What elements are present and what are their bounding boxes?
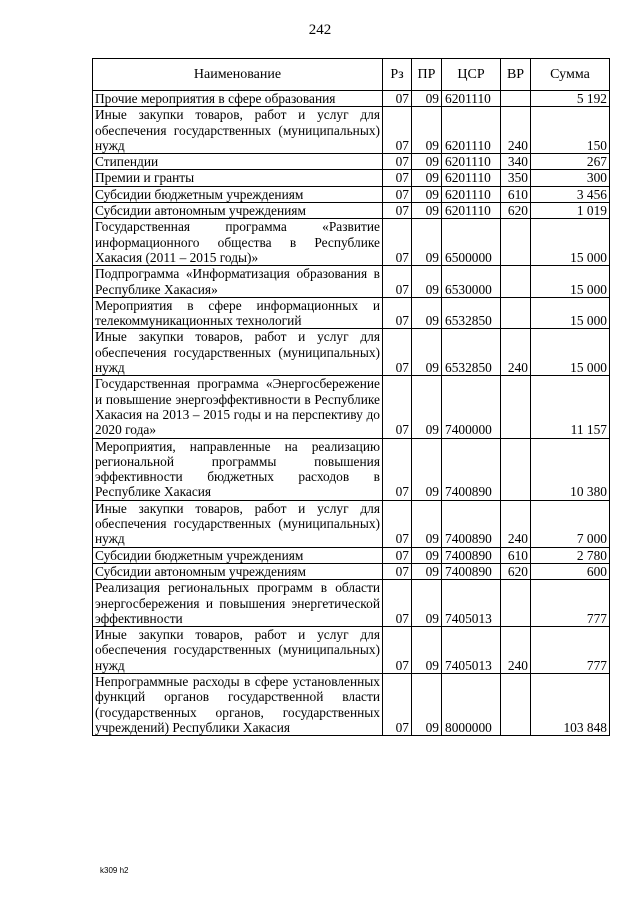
cell-vr xyxy=(501,673,531,735)
cell-vr: 240 xyxy=(501,627,531,674)
cell-sum: 10 380 xyxy=(531,438,610,500)
cell-sum: 15 000 xyxy=(531,266,610,298)
cell-vr xyxy=(501,376,531,438)
cell-sum: 103 848 xyxy=(531,673,610,735)
table-row xyxy=(93,547,610,563)
cell-vr: 620 xyxy=(501,203,531,219)
cell-vr: 610 xyxy=(501,547,531,563)
header-name: Наименование xyxy=(93,59,383,91)
cell-sum: 2 780 xyxy=(531,547,610,563)
cell-csr: 7400890 xyxy=(442,563,501,579)
cell-name: Непрограммные расходы в сфере установленных функций органов государственной власти (государственных органов, государственных учреждений) Республики Хакасия xyxy=(93,673,383,735)
cell-pr: 09 xyxy=(412,500,442,547)
cell-name: Премии и гранты xyxy=(93,170,383,186)
cell-sum: 15 000 xyxy=(531,219,610,266)
cell-vr: 240 xyxy=(501,329,531,376)
cell-vr: 350 xyxy=(501,170,531,186)
cell-csr: 7405013 xyxy=(442,580,501,627)
cell-rz: 07 xyxy=(383,170,412,186)
cell-sum: 777 xyxy=(531,627,610,674)
table-row xyxy=(93,673,610,735)
cell-vr xyxy=(501,219,531,266)
cell-csr: 6532850 xyxy=(442,297,501,329)
cell-name: Мероприятия в сфере информационных и телекоммуникационных технологий xyxy=(93,297,383,329)
cell-vr xyxy=(501,297,531,329)
cell-pr: 09 xyxy=(412,563,442,579)
cell-rz: 07 xyxy=(383,376,412,438)
cell-vr xyxy=(501,438,531,500)
cell-sum: 11 157 xyxy=(531,376,610,438)
cell-name: Иные закупки товаров, работ и услуг для обеспечения государственных (муниципальных) нужд xyxy=(93,500,383,547)
cell-sum: 5 192 xyxy=(531,91,610,107)
cell-name: Иные закупки товаров, работ и услуг для обеспечения государственных (муниципальных) нужд xyxy=(93,107,383,154)
cell-sum: 267 xyxy=(531,154,610,170)
cell-rz: 07 xyxy=(383,563,412,579)
cell-rz: 07 xyxy=(383,329,412,376)
cell-name: Государственная программа «Развитие информационного общества в Республике Хакасия (2011 – 2015 годы)» xyxy=(93,219,383,266)
cell-rz: 07 xyxy=(383,154,412,170)
cell-rz: 07 xyxy=(383,266,412,298)
header-pr: ПР xyxy=(412,59,442,91)
cell-csr: 7400000 xyxy=(442,376,501,438)
table-row xyxy=(93,203,610,219)
cell-rz: 07 xyxy=(383,297,412,329)
cell-name: Субсидии автономным учреждениям xyxy=(93,203,383,219)
cell-vr xyxy=(501,91,531,107)
cell-name: Мероприятия, направленные на реализацию региональной программы повышения эффективности бюджетных расходов в Республике Хакасия xyxy=(93,438,383,500)
cell-sum: 3 456 xyxy=(531,186,610,202)
table-row xyxy=(93,438,610,500)
cell-sum: 150 xyxy=(531,107,610,154)
cell-rz: 07 xyxy=(383,186,412,202)
cell-rz: 07 xyxy=(383,500,412,547)
cell-pr: 09 xyxy=(412,203,442,219)
footer-code: k309 h2 xyxy=(100,866,129,875)
cell-csr: 6201110 xyxy=(442,91,501,107)
cell-name: Субсидии бюджетным учреждениям xyxy=(93,186,383,202)
cell-name: Иные закупки товаров, работ и услуг для обеспечения государственных (муниципальных) нужд xyxy=(93,329,383,376)
cell-rz: 07 xyxy=(383,203,412,219)
cell-name: Государственная программа «Энергосбережение и повышение энергоэффективности в Республике Хакасия на 2013 – 2015 годы и на перспективу до 2020 года» xyxy=(93,376,383,438)
table-row xyxy=(93,91,610,107)
cell-rz: 07 xyxy=(383,219,412,266)
cell-vr: 340 xyxy=(501,154,531,170)
cell-rz: 07 xyxy=(383,438,412,500)
cell-name: Реализация региональных программ в области энергосбережения и повышения энергетической эффективности xyxy=(93,580,383,627)
table-row xyxy=(93,219,610,266)
cell-csr: 6530000 xyxy=(442,266,501,298)
cell-csr: 6201110 xyxy=(442,107,501,154)
cell-rz: 07 xyxy=(383,673,412,735)
budget-table xyxy=(92,58,610,736)
cell-sum: 7 000 xyxy=(531,500,610,547)
table-row xyxy=(93,500,610,547)
cell-pr: 09 xyxy=(412,627,442,674)
cell-pr: 09 xyxy=(412,376,442,438)
cell-pr: 09 xyxy=(412,219,442,266)
cell-rz: 07 xyxy=(383,580,412,627)
cell-rz: 07 xyxy=(383,91,412,107)
cell-name: Субсидии автономным учреждениям xyxy=(93,563,383,579)
cell-pr: 09 xyxy=(412,673,442,735)
table-row xyxy=(93,329,610,376)
table-row xyxy=(93,580,610,627)
cell-pr: 09 xyxy=(412,297,442,329)
cell-csr: 7405013 xyxy=(442,627,501,674)
cell-pr: 09 xyxy=(412,547,442,563)
cell-csr: 6201110 xyxy=(442,170,501,186)
page-number: 242 xyxy=(308,22,332,38)
cell-name: Стипендии xyxy=(93,154,383,170)
cell-csr: 7400890 xyxy=(442,547,501,563)
cell-pr: 09 xyxy=(412,91,442,107)
table-header-row xyxy=(93,59,610,91)
cell-pr: 09 xyxy=(412,266,442,298)
cell-rz: 07 xyxy=(383,107,412,154)
cell-sum: 600 xyxy=(531,563,610,579)
cell-vr: 610 xyxy=(501,186,531,202)
table-row xyxy=(93,376,610,438)
cell-csr: 8000000 xyxy=(442,673,501,735)
cell-vr: 240 xyxy=(501,107,531,154)
cell-name: Субсидии бюджетным учреждениям xyxy=(93,547,383,563)
cell-pr: 09 xyxy=(412,170,442,186)
table-row xyxy=(93,627,610,674)
cell-name: Иные закупки товаров, работ и услуг для обеспечения государственных (муниципальных) нужд xyxy=(93,627,383,674)
table-row xyxy=(93,186,610,202)
cell-pr: 09 xyxy=(412,329,442,376)
header-csr: ЦСР xyxy=(442,59,501,91)
cell-pr: 09 xyxy=(412,107,442,154)
cell-csr: 7400890 xyxy=(442,500,501,547)
cell-vr xyxy=(501,266,531,298)
cell-vr xyxy=(501,580,531,627)
cell-pr: 09 xyxy=(412,186,442,202)
table-row xyxy=(93,563,610,579)
cell-sum: 300 xyxy=(531,170,610,186)
cell-sum: 15 000 xyxy=(531,297,610,329)
cell-csr: 6201110 xyxy=(442,154,501,170)
cell-sum: 15 000 xyxy=(531,329,610,376)
cell-csr: 6500000 xyxy=(442,219,501,266)
table-row xyxy=(93,297,610,329)
cell-pr: 09 xyxy=(412,154,442,170)
cell-name: Подпрограмма «Информатизация образования в Республике Хакасия» xyxy=(93,266,383,298)
table-row xyxy=(93,154,610,170)
cell-csr: 6532850 xyxy=(442,329,501,376)
cell-vr: 620 xyxy=(501,563,531,579)
header-sum: Сумма xyxy=(531,59,610,91)
cell-pr: 09 xyxy=(412,580,442,627)
header-vr: ВР xyxy=(501,59,531,91)
header-rz: Рз xyxy=(383,59,412,91)
cell-csr: 6201110 xyxy=(442,203,501,219)
cell-sum: 1 019 xyxy=(531,203,610,219)
table-row xyxy=(93,170,610,186)
cell-vr: 240 xyxy=(501,500,531,547)
cell-rz: 07 xyxy=(383,547,412,563)
table-row xyxy=(93,266,610,298)
cell-csr: 6201110 xyxy=(442,186,501,202)
table-row xyxy=(93,107,610,154)
cell-pr: 09 xyxy=(412,438,442,500)
cell-name: Прочие мероприятия в сфере образования xyxy=(93,91,383,107)
cell-rz: 07 xyxy=(383,627,412,674)
cell-sum: 777 xyxy=(531,580,610,627)
cell-csr: 7400890 xyxy=(442,438,501,500)
